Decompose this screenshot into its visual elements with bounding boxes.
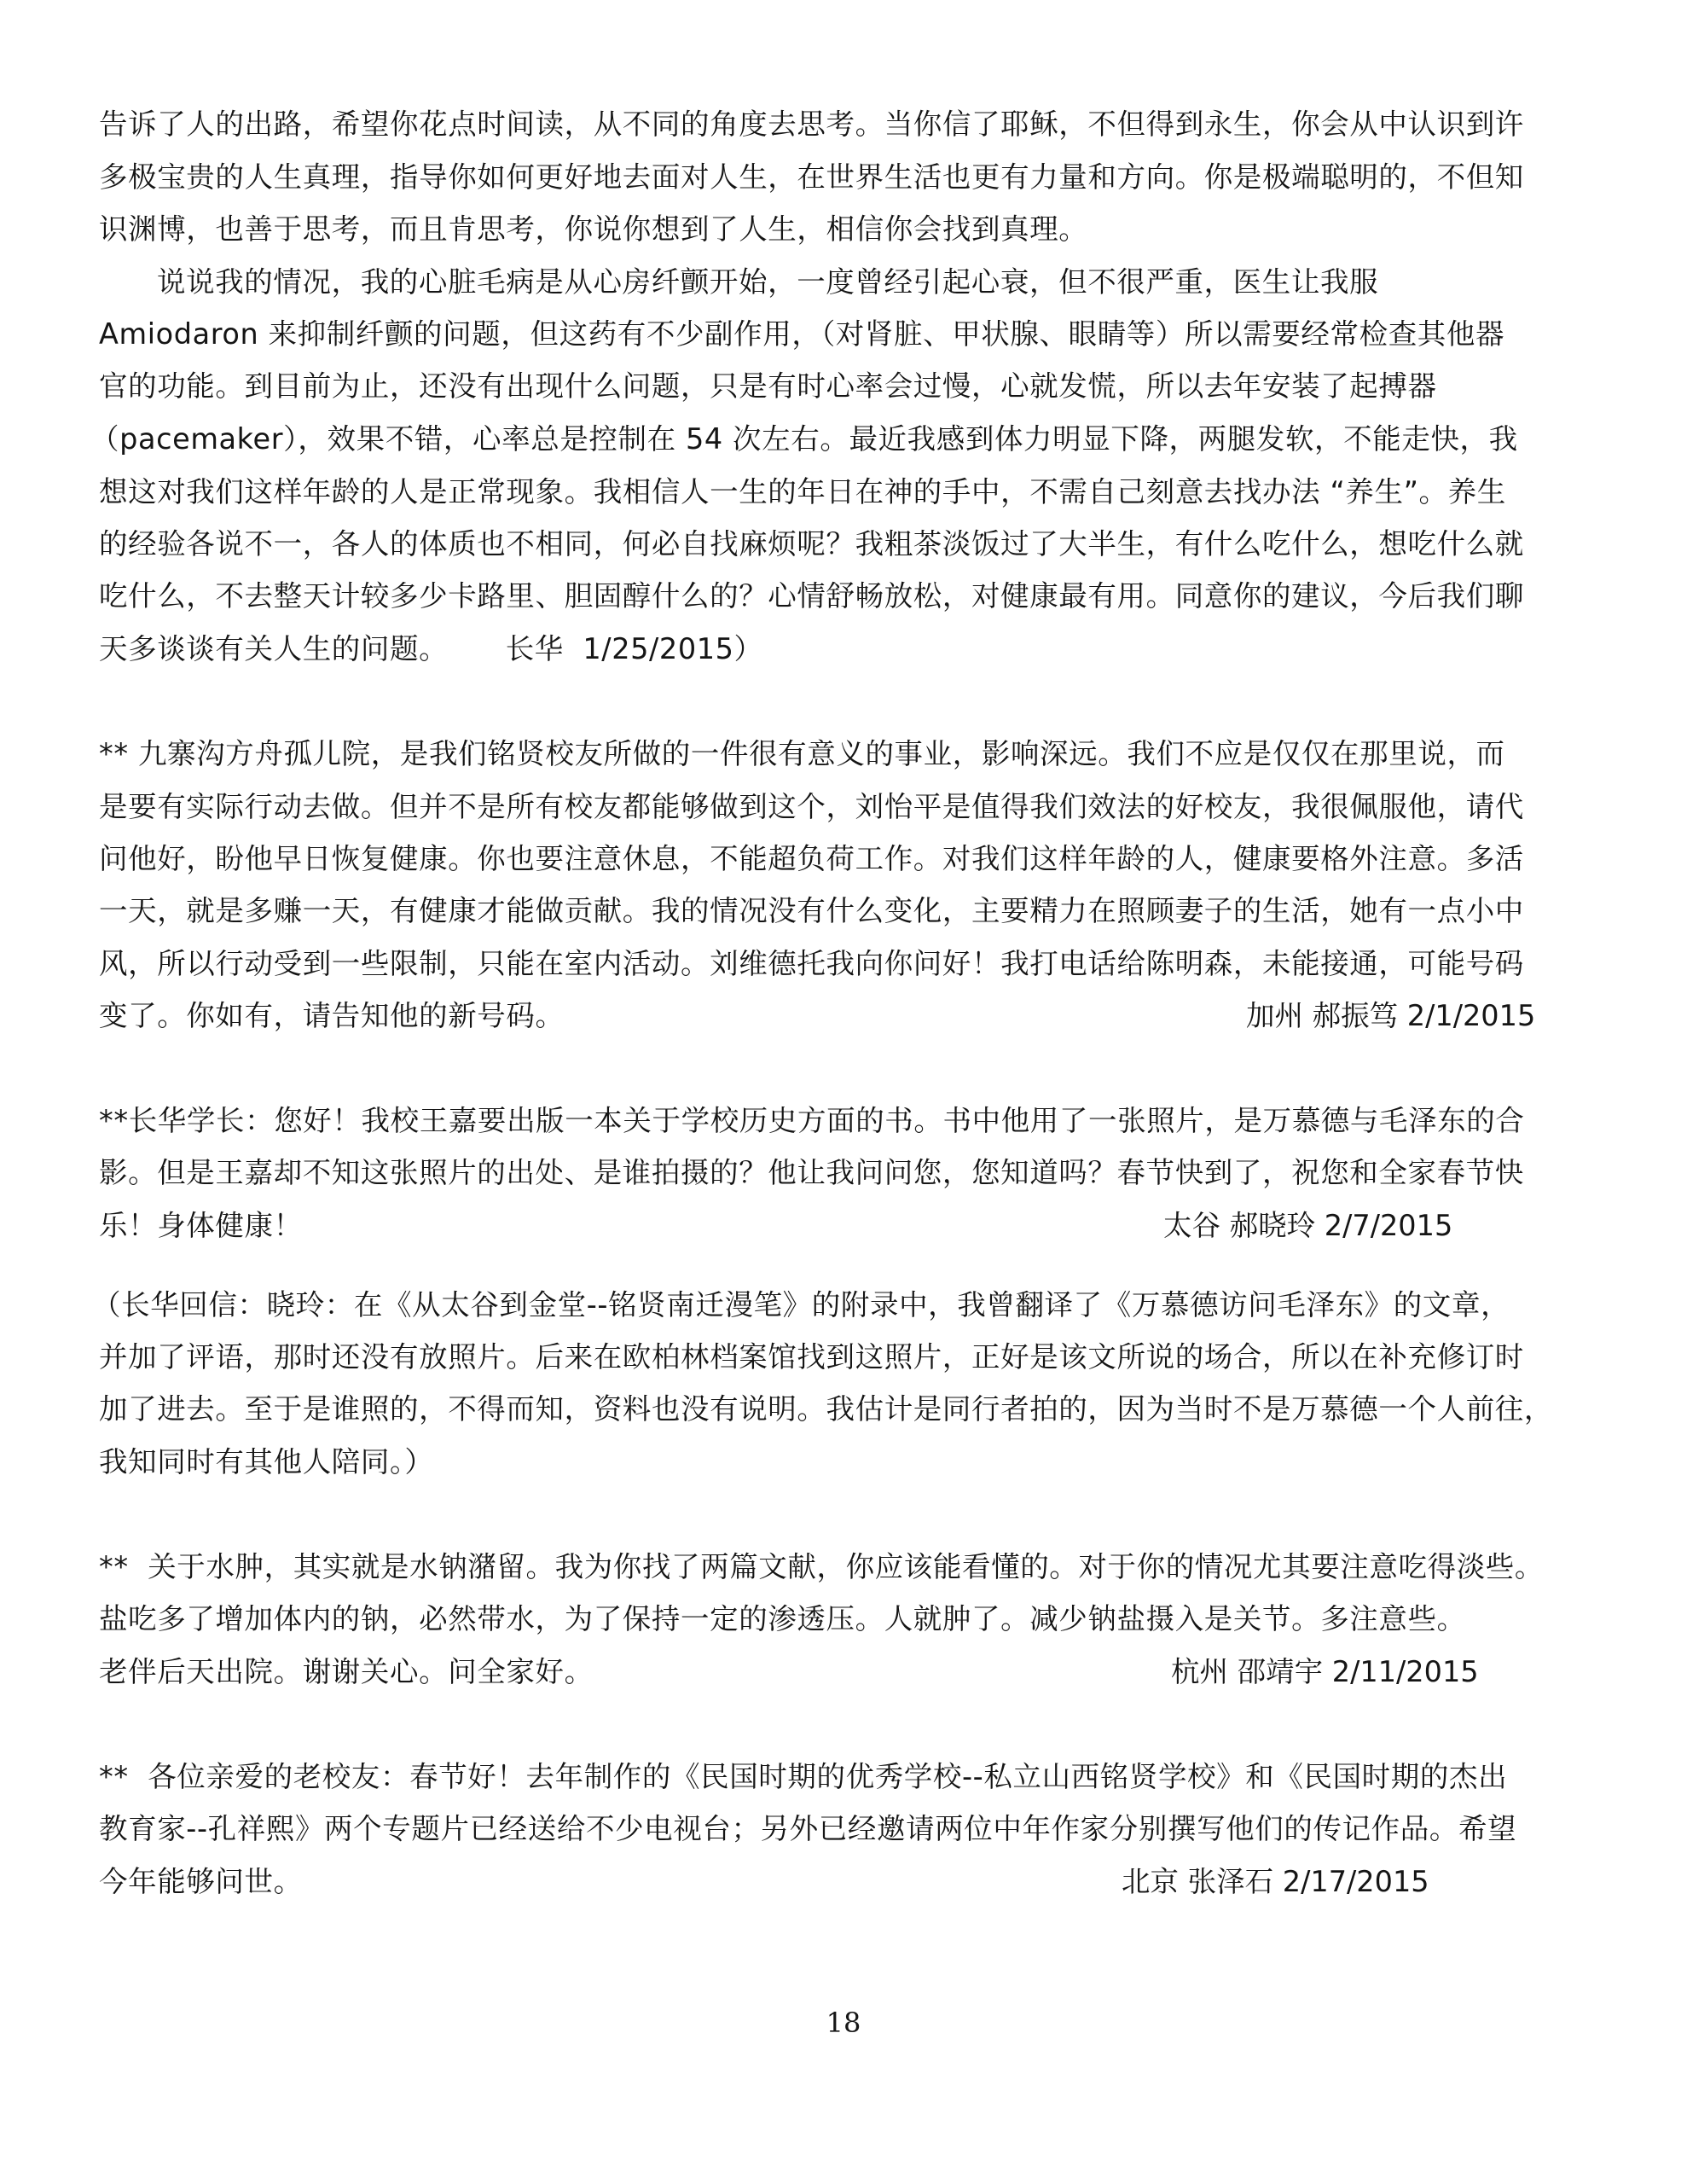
text-line: 是要有实际行动去做。但并不是所有校友都能够做到这个，刘怡平是值得我们效法的好校友，我很佩服他，请代	[99, 790, 1524, 823]
text-line: 并加了评语，那时还没有放照片。后来在欧柏林档案馆找到这照片，正好是该文所说的场合，所以在补充修订时	[99, 1340, 1524, 1374]
text-line: 影。但是王嘉却不知这张照片的出处、是谁拍摄的？他让我问问您，您知道吗？春节快到了，祝您和全家春节快	[99, 1156, 1524, 1189]
text-line: 一天，就是多赚一天，有健康才能做贡献。我的情况没有什么变化，主要精力在照顾妻子的生活，她有一点小中	[99, 894, 1524, 927]
text-line: 识渊博，也善于思考，而且肯思考，你说你想到了人生，相信你会找到真理。	[99, 212, 1088, 246]
text-line: 老伴后天出院。谢谢关心。问全家好。	[99, 1655, 594, 1688]
text-line: 我知同时有其他人陪同。）	[99, 1445, 434, 1478]
text-line: 盐吃多了增加体内的钠，必然带水，为了保持一定的渗透压。人就肿了。减少钠盐摄入是关节。多注意些。	[99, 1602, 1466, 1635]
text-line: ** 关于水肿，其实就是水钠潴留。我为你找了两篇文献，你应该能看懂的。对于你的情况尤其要注意吃得淡些。	[99, 1550, 1544, 1583]
page-number: 18	[826, 2007, 861, 2039]
text-line: 问他好，盼他早日恢复健康。你也要注意休息，不能超负荷工作。对我们这样年龄的人，健康要格外注意。多活	[99, 842, 1524, 875]
text-line: ** 各位亲爱的老校友：春节好！去年制作的《民国时期的优秀学校--私立山西铭贤学校》和《民国时期的杰出	[99, 1760, 1508, 1793]
text-line: 告诉了人的出路，希望你花点时间读，从不同的角度去思考。当你信了耶稣，不但得到永生，你会从中认识到许	[99, 107, 1524, 141]
signature: 北京 张泽石 2/17/2015	[1122, 1865, 1429, 1898]
text-line: 想这对我们这样年龄的人是正常现象。我相信人一生的年日在神的手中，不需自己刻意去找办法 “养生”。养生	[99, 475, 1506, 508]
text-line: ** 九寨沟方舟孤儿院，是我们铭贤校友所做的一件很有意义的事业，影响深远。我们不应是仅仅在那里说，而	[99, 737, 1505, 770]
signature: 加州 郝振笃 2/1/2015	[1246, 999, 1536, 1032]
text-line: 吃什么，不去整天计较多少卡路里、胆固醇什么的？心情舒畅放松，对健康最有用。同意你的建议，今后我们聊	[99, 579, 1524, 613]
text-line: 今年能够问世。	[99, 1865, 303, 1898]
text-line: 多极宝贵的人生真理，指导你如何更好地去面对人生，在世界生活也更有力量和方向。你是极端聪明的，不但知	[99, 160, 1524, 194]
text-line: 教育家--孔祥熙》两个专题片已经送给不少电视台；另外已经邀请两位中年作家分别撰写他们的传记作品。希望	[99, 1812, 1517, 1845]
text-line: 官的功能。到目前为止，还没有出现什么问题，只是有时心率会过慢，心就发慌，所以去年安装了起搏器	[99, 369, 1437, 403]
text-line: 天多谈谈有关人生的问题。 长华 1/25/2015）	[99, 632, 763, 665]
text-line: 说说我的情况，我的心脏毛病是从心房纤颤开始，一度曾经引起心衰，但不很严重，医生让我服	[157, 265, 1379, 299]
text-line: 加了进去。至于是谁照的，不得而知，资料也没有说明。我估计是同行者拍的，因为当时不是万慕德一个人前往，	[99, 1392, 1553, 1426]
text-line: **长华学长：您好！我校王嘉要出版一本关于学校历史方面的书。书中他用了一张照片，是万慕德与毛泽东的合	[99, 1104, 1525, 1137]
text-line: 风，所以行动受到一些限制，只能在室内活动。刘维德托我向你问好！我打电话给陈明森，未能接通，可能号码	[99, 947, 1524, 980]
signature: 太谷 郝晓玲 2/7/2015	[1163, 1209, 1453, 1242]
signature: 杭州 邵靖宇 2/11/2015	[1171, 1655, 1479, 1688]
text-line: 变了。你如有，请告知他的新号码。	[99, 999, 565, 1032]
text-line: Amiodaron 来抑制纤颤的问题，但这药有不少副作用，（对肾脏、甲状腺、眼睛等）所以需要经常检查其他器	[99, 317, 1505, 351]
text-line: （长华回信：晓玲：在《从太谷到金堂--铭贤南迁漫笔》的附录中，我曾翻译了《万慕德访问毛泽东》的文章，	[92, 1288, 1510, 1321]
text-line: （pacemaker），效果不错，心率总是控制在 54 次左右。最近我感到体力明显下降，两腿发软，不能走快，我	[90, 422, 1518, 456]
text-line: 的经验各说不一，各人的体质也不相同，何必自找麻烦呢？我粗茶淡饭过了大半生，有什么吃什么，想吃什么就	[99, 527, 1524, 561]
text-line: 乐！身体健康！	[99, 1209, 303, 1242]
